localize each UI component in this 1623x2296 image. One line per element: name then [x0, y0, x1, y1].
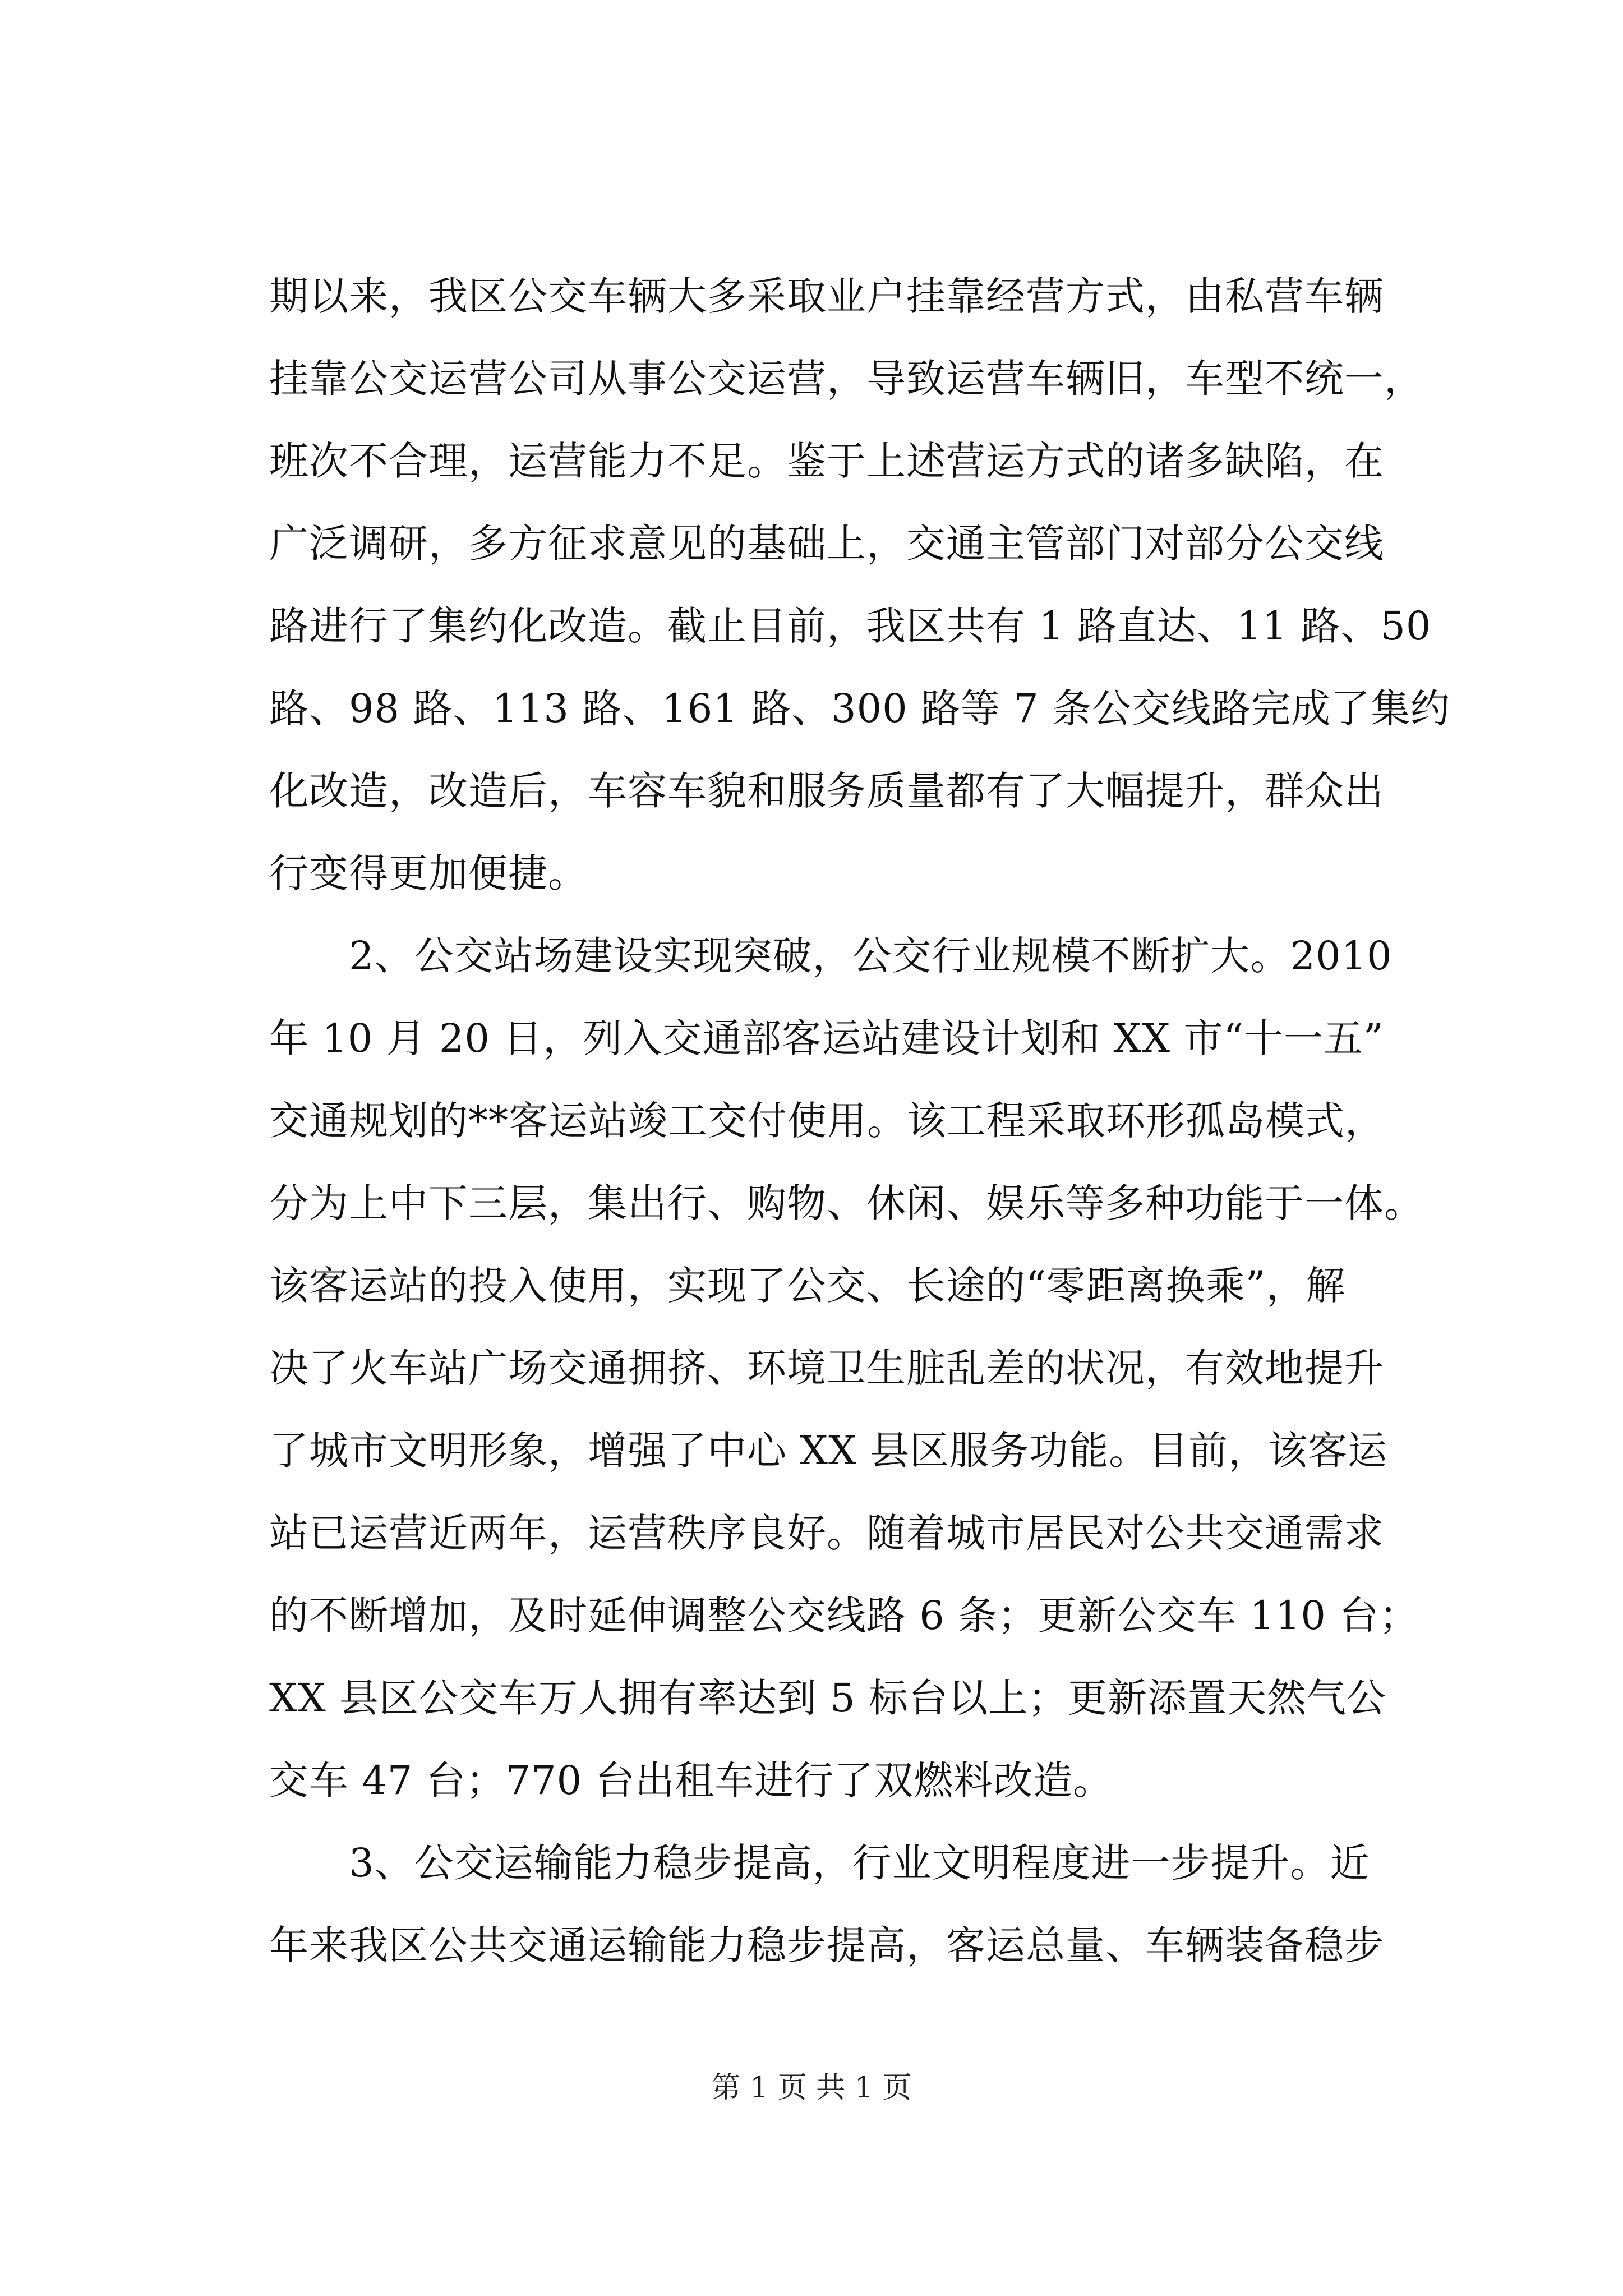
text-line: 交通规划的**客运站竣工交付使用。该工程采取环形孤岛模式， — [269, 1098, 1385, 1144]
text-line: 期以来，我区公交车辆大多采取业户挂靠经营方式，由私营车辆 — [269, 273, 1384, 319]
text-line: 班次不合理，运营能力不足。鉴于上述营运方式的诸多缺陷，在 — [269, 438, 1384, 484]
text-line: 年 10 月 20 日，列入交通部客运站建设计划和 XX 市“十一五” — [269, 1015, 1384, 1061]
text-line: 路、98 路、113 路、161 路、300 路等 7 条公交线路完成了集约 — [269, 685, 1450, 731]
text-line: 站已运营近两年，运营秩序良好。随着城市居民对公共交通需求 — [269, 1510, 1384, 1556]
text-line: 决了火车站广场交通拥挤、环境卫生脏乱差的状况，有效地提升 — [269, 1345, 1384, 1391]
text-line: XX 县区公交车万人拥有率达到 5 标台以上；更新添置天然气公 — [269, 1675, 1386, 1721]
text-line: 2、公交站场建设实现突破，公交行业规模不断扩大。2010 — [269, 933, 1393, 979]
text-line: 年来我区公共交通运输能力稳步提高，客运总量、车辆装备稳步 — [269, 1922, 1384, 1968]
text-line: 了城市文明形象，增强了中心 XX 县区服务功能。目前，该客运 — [269, 1428, 1388, 1474]
document-body — [269, 255, 1450, 1987]
page-footer: 第 1 页 共 1 页 — [711, 2071, 912, 2105]
text-line: 广泛调研，多方征求意见的基础上，交通主管部门对部分公交线 — [269, 521, 1384, 567]
text-line: 挂靠公交运营公司从事公交运营，导致运营车辆旧，车型不统一， — [269, 356, 1424, 402]
text-line: 该客运站的投入使用，实现了公交、长途的“零距离换乘”，解 — [269, 1263, 1346, 1309]
text-line: 交车 47 台；770 台出租车进行了双燃料改造。 — [269, 1757, 1113, 1803]
text-line: 分为上中下三层，集出行、购物、休闲、娱乐等多种功能于一体。 — [269, 1180, 1424, 1226]
text-line: 的不断增加，及时延伸调整公交线路 6 条；更新公交车 110 台； — [269, 1593, 1419, 1639]
text-line: 化改造，改造后，车容车貌和服务质量都有了大幅提升，群众出 — [269, 768, 1384, 814]
text-line: 3、公交运输能力稳步提高，行业文明程度进一步提升。近 — [269, 1840, 1370, 1886]
text-line: 路进行了集约化改造。截止目前，我区共有 1 路直达、11 路、50 — [269, 603, 1432, 649]
text-line: 行变得更加便捷。 — [269, 850, 588, 896]
